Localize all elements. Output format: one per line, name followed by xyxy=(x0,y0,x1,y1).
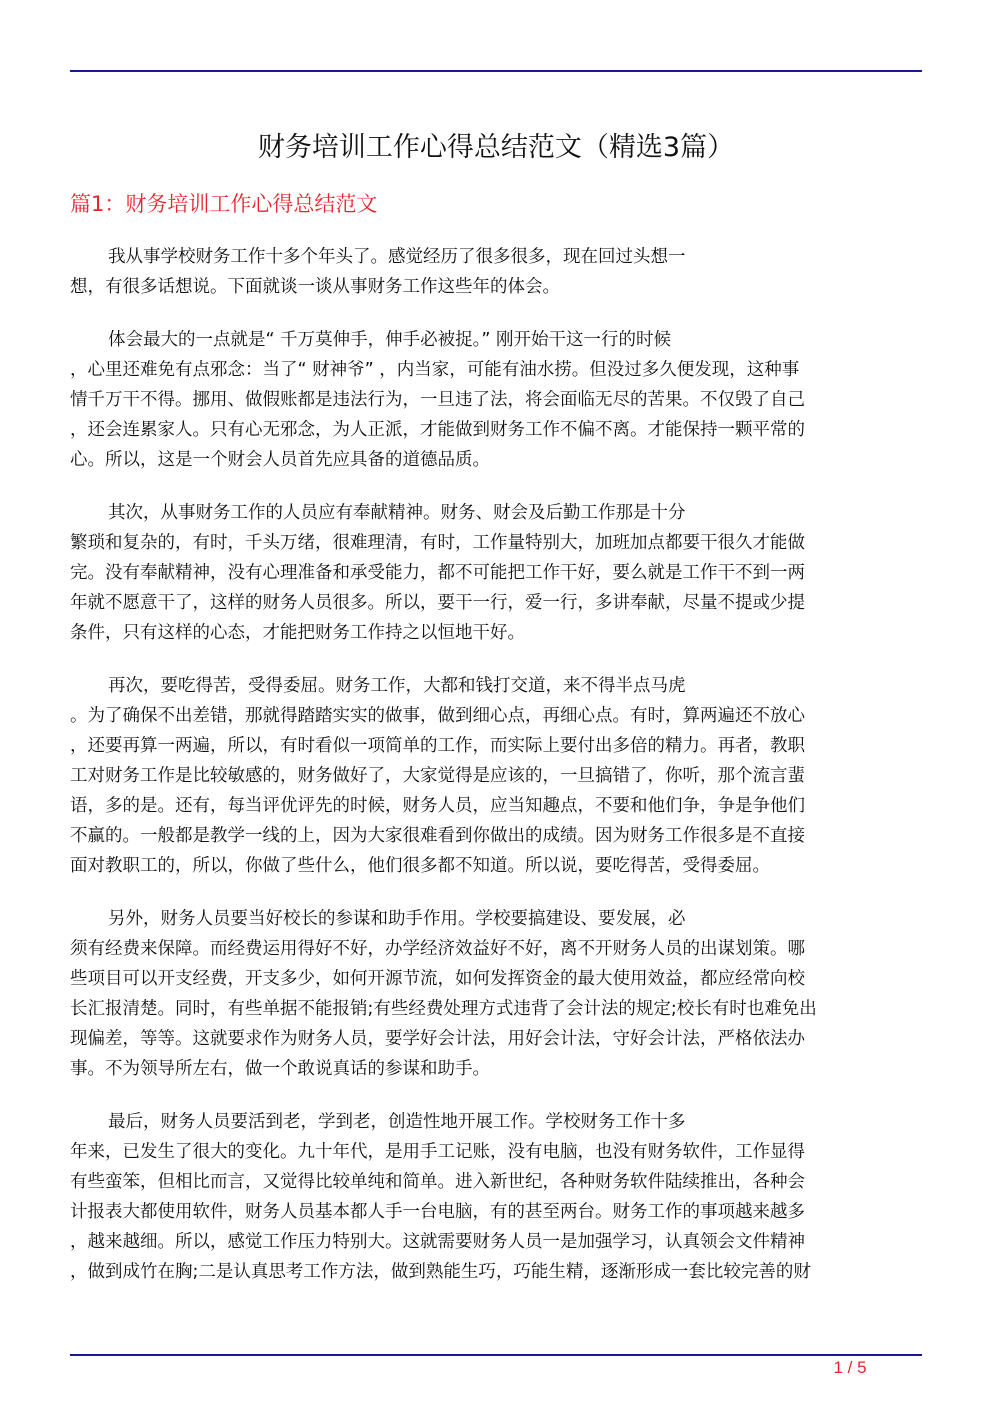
paragraph-line: 计报表大都使用软件，财务人员基本都人手一台电脑，有的甚至两台。财务工作的事项越来越多 xyxy=(70,1202,805,1222)
paragraph-line: 另外，财务人员要当好校长的参谋和助手作用。学校要搞建设、要发展，必 xyxy=(108,909,686,929)
paragraph-line: 长汇报清楚。同时，有些单据不能报销;有些经费处理方式违背了会计法的规定;校长有时也难免出 xyxy=(70,999,817,1019)
paragraph-line: 想，有很多话想说。下面就谈一谈从事财务工作这些年的体会。 xyxy=(70,277,560,297)
paragraph-line: ，还要再算一两遍，所以，有时看似一项简单的工作，而实际上要付出多倍的精力。再者，教职 xyxy=(70,736,805,756)
paragraph-line: ，心里还难免有点邪念：当了“ 财神爷” ，内当家，可能有油水捞。但没过多久便发现，这种事 xyxy=(70,360,800,380)
paragraph-line: 繁琐和复杂的，有时，千头万绪，很难理清，有时，工作量特别大，加班加点都要干很久才能做 xyxy=(70,533,805,553)
paragraph-line: 工对财务工作是比较敏感的，财务做好了，大家觉得是应该的，一旦搞错了，你听，那个流言蜚 xyxy=(70,766,805,786)
paragraph-line: 有些蛮笨，但相比而言，又觉得比较单纯和简单。进入新世纪，各种财务软件陆续推出，各种会 xyxy=(70,1172,805,1192)
paragraph-line: 条件，只有这样的心态，才能把财务工作持之以恒地干好。 xyxy=(70,623,525,643)
paragraph-line: 情千万干不得。挪用、做假账都是违法行为，一旦违了法，将会面临无尽的苦果。不仅毁了自己 xyxy=(70,390,805,410)
paragraph-line: 。为了确保不出差错，那就得踏踏实实的做事，做到细心点，再细心点。有时，算两遍还不放心 xyxy=(70,706,805,726)
paragraph-line: 再次，要吃得苦，受得委屈。财务工作，大都和钱打交道，来不得半点马虎 xyxy=(108,676,686,696)
paragraph-line: 些项目可以开支经费，开支多少，如何开源节流，如何发挥资金的最大使用效益，都应经常向校 xyxy=(70,969,805,989)
paragraph-line: 心。所以，这是一个财会人员首先应具备的道德品质。 xyxy=(70,450,490,470)
paragraph-line: ，越来越细。所以，感觉工作压力特别大。这就需要财务人员一是加强学习，认真领会文件精神 xyxy=(70,1232,805,1252)
page-number: 1 / 5 xyxy=(833,1358,867,1377)
paragraph-line: 体会最大的一点就是“ 千万莫伸手，伸手必被捉。” 刚开始干这一行的时候 xyxy=(108,330,672,350)
document-title: 财务培训工作心得总结范文（精选3篇） xyxy=(257,132,735,163)
paragraph-line: ，做到成竹在胸;二是认真思考工作方法，做到熟能生巧，巧能生精，逐渐形成一套比较完善的财 xyxy=(70,1262,811,1282)
paragraph-line: 不赢的。一般都是教学一线的上，因为大家很难看到你做出的成绩。因为财务工作很多是不直接 xyxy=(70,826,805,846)
paragraph-line: ，还会连累家人。只有心无邪念，为人正派，才能做到财务工作不偏不离。才能保持一颗平常的 xyxy=(70,420,805,440)
paragraph-line: 最后，财务人员要活到老，学到老，创造性地开展工作。学校财务工作十多 xyxy=(108,1112,686,1132)
paragraph-line: 须有经费来保障。而经费运用得好不好，办学经济效益好不好，离不开财务人员的出谋划策。哪 xyxy=(70,939,805,959)
paragraph-line: 其次，从事财务工作的人员应有奉献精神。财务、财会及后勤工作那是十分 xyxy=(108,503,686,523)
paragraph xyxy=(70,325,922,475)
paragraph-line: 事。不为领导所左右，做一个敢说真话的参谋和助手。 xyxy=(70,1059,490,1079)
paragraph-line: 我从事学校财务工作十多个年头了。感觉经历了很多很多，现在回过头想一 xyxy=(108,247,686,267)
header-rule xyxy=(70,70,922,72)
paragraph xyxy=(70,498,922,648)
paragraph xyxy=(70,1107,922,1287)
footer-rule xyxy=(70,1354,922,1356)
paragraph-line: 年来，已发生了很大的变化。九十年代，是用手工记账，没有电脑，也没有财务软件，工作显得 xyxy=(70,1142,805,1162)
section-heading: 篇1：财务培训工作心得总结范文 xyxy=(70,192,378,216)
paragraph xyxy=(70,904,922,1084)
paragraph xyxy=(70,671,922,881)
paragraph-line: 年就不愿意干了，这样的财务人员很多。所以，要干一行，爱一行，多讲奉献，尽量不提或少提 xyxy=(70,593,805,613)
paragraph-line: 语，多的是。还有，每当评优评先的时候，财务人员，应当知趣点，不要和他们争，争是争他们 xyxy=(70,796,805,816)
paragraph-line: 面对教职工的，所以，你做了些什么，他们很多都不知道。所以说，要吃得苦，受得委屈。 xyxy=(70,856,770,876)
paragraph-line: 现偏差，等等。这就要求作为财务人员，要学好会计法，用好会计法，守好会计法，严格依法办 xyxy=(70,1029,805,1049)
paragraph xyxy=(70,242,922,302)
document-body xyxy=(70,242,922,1310)
paragraph-line: 完。没有奉献精神，没有心理准备和承受能力，都不可能把工作干好，要么就是工作干不到一两 xyxy=(70,563,805,583)
